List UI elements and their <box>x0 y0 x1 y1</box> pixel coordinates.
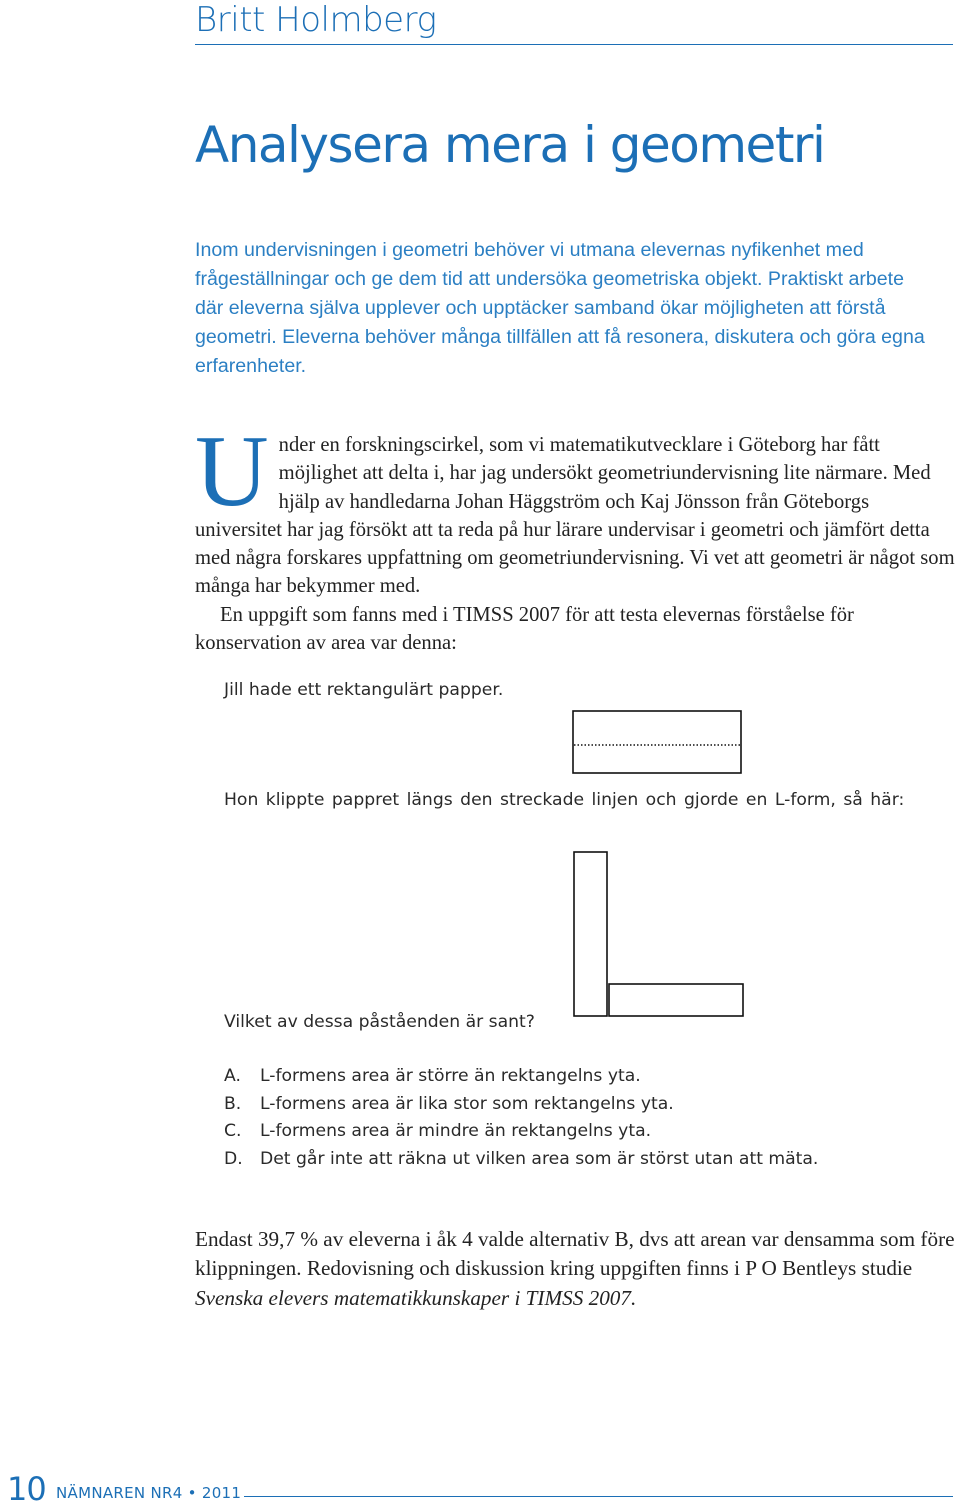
option-a <box>224 1063 818 1091</box>
author-rule <box>195 44 953 45</box>
author-name: Britt Holmberg <box>195 0 437 40</box>
option-text: Det går inte att räkna ut vilken area som är störst utan att mäta. <box>260 1148 819 1169</box>
drop-cap: U <box>195 415 269 528</box>
l-shape-figure <box>572 850 748 1020</box>
option-text: L-formens area är större än rektangelns yta. <box>260 1066 641 1086</box>
task-question: Vilket av dessa påståenden är sant? <box>224 1012 535 1032</box>
closing-paragraph <box>195 1225 960 1313</box>
option-letter: D. <box>224 1148 243 1169</box>
intro-text-2: En uppgift som fanns med i TIMSS 2007 för att testa elevernas förståelse för konservation av area var denna: <box>195 603 854 655</box>
option-text: L-formens area är mindre än rektangelns yta. <box>260 1121 652 1141</box>
intro-text: nder en forskningscirkel, som vi matematikutvecklare i Göteborg har fått möjlighet att delta i, har jag undersökt geometriundervisning lite närmare. Med hjälp av handledarna Johan Häggström och Kaj Jönsson från Göteborgs universitet har jag försökt att ta reda på hur lärare undervisar i geometri och jämfört detta med några forskares uppfattning om geometriundervisning. Vi vet att geometri är något som många har bekymmer med. <box>195 434 955 598</box>
answer-options <box>224 1063 818 1173</box>
intro-paragraph <box>195 415 955 657</box>
article-title: Analysera mera i geometri <box>195 116 825 174</box>
magazine-issue: NÄMNAREN NR4 • 2011 <box>56 1484 242 1502</box>
lead-paragraph: Inom undervisningen i geometri behöver vi utmana elevernas nyfikenhet med frågeställningar och ge dem tid att undersöka geometriska objekt. Praktiskt arbete där eleverna själva upplever och upptäcker samband ökar möjligheten att förstå geometri. Eleverna behöver många tillfällen att få resonera, diskutera och göra egna erfarenheter. <box>195 239 925 377</box>
task-intro: Jill hade ett rektangulärt papper. <box>224 680 504 700</box>
option-letter: B. <box>224 1093 242 1114</box>
rectangle-figure <box>572 710 744 774</box>
study-title: Svenska elevers matematikkunskaper i TIMSS 2007. <box>195 1285 637 1310</box>
option-letter: C. <box>224 1121 242 1141</box>
option-d <box>224 1146 818 1174</box>
footer-rule <box>244 1496 953 1497</box>
page-number: 10 <box>7 1470 46 1508</box>
option-letter: A. <box>224 1066 241 1086</box>
option-b <box>224 1091 818 1119</box>
option-text: L-formens area är lika stor som rektangelns yta. <box>260 1093 674 1114</box>
task-cut-text: Hon klippte pappret längs den streckade linjen och gjorde en L-form, så här: <box>224 790 905 810</box>
option-c <box>224 1118 818 1146</box>
closing-text: Endast 39,7 % av eleverna i åk 4 valde alternativ B, dvs att arean var densamma som före klippningen. Redovisning och diskussion kring uppgiften finns i P O Bentleys studie <box>195 1227 955 1281</box>
